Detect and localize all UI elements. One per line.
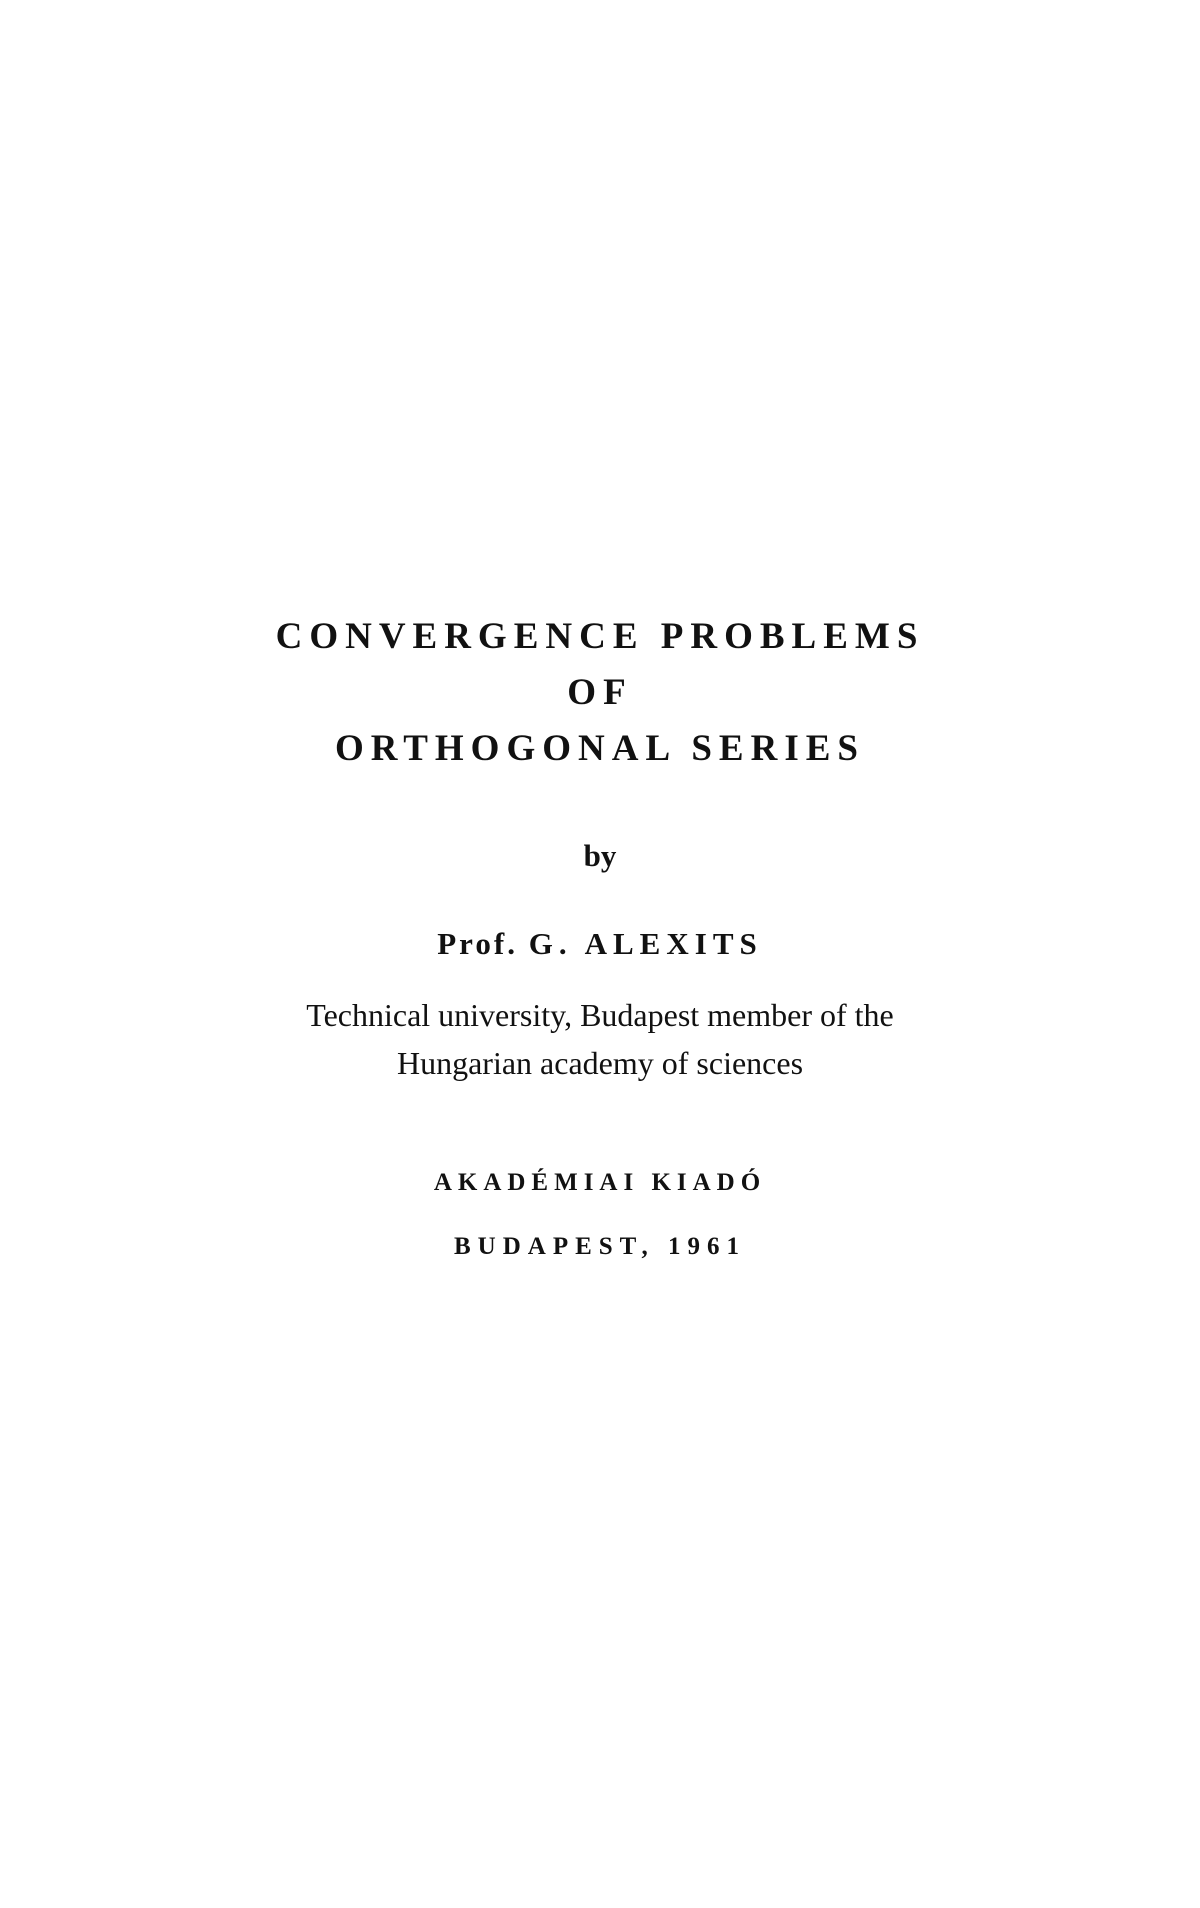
book-title-line-1: CONVERGENCE PROBLEMS: [275, 616, 925, 657]
publication-place-year: BUDAPEST, 1961: [453, 1233, 746, 1260]
publisher: AKADÉMIAI KIADÓ: [433, 1169, 767, 1196]
book-title-line-3: ORTHOGONAL SERIES: [335, 728, 865, 769]
author-prefix: Prof.: [437, 926, 518, 961]
author-name: G. ALEXITS: [528, 926, 763, 961]
affiliation-line-2: Hungarian academy of sciences: [396, 1045, 804, 1081]
byline: by: [583, 838, 617, 873]
book-title-line-2: OF: [567, 672, 633, 713]
author: [0, 926, 1200, 962]
affiliation-line-1: Technical university, Budapest member of the: [306, 997, 894, 1033]
